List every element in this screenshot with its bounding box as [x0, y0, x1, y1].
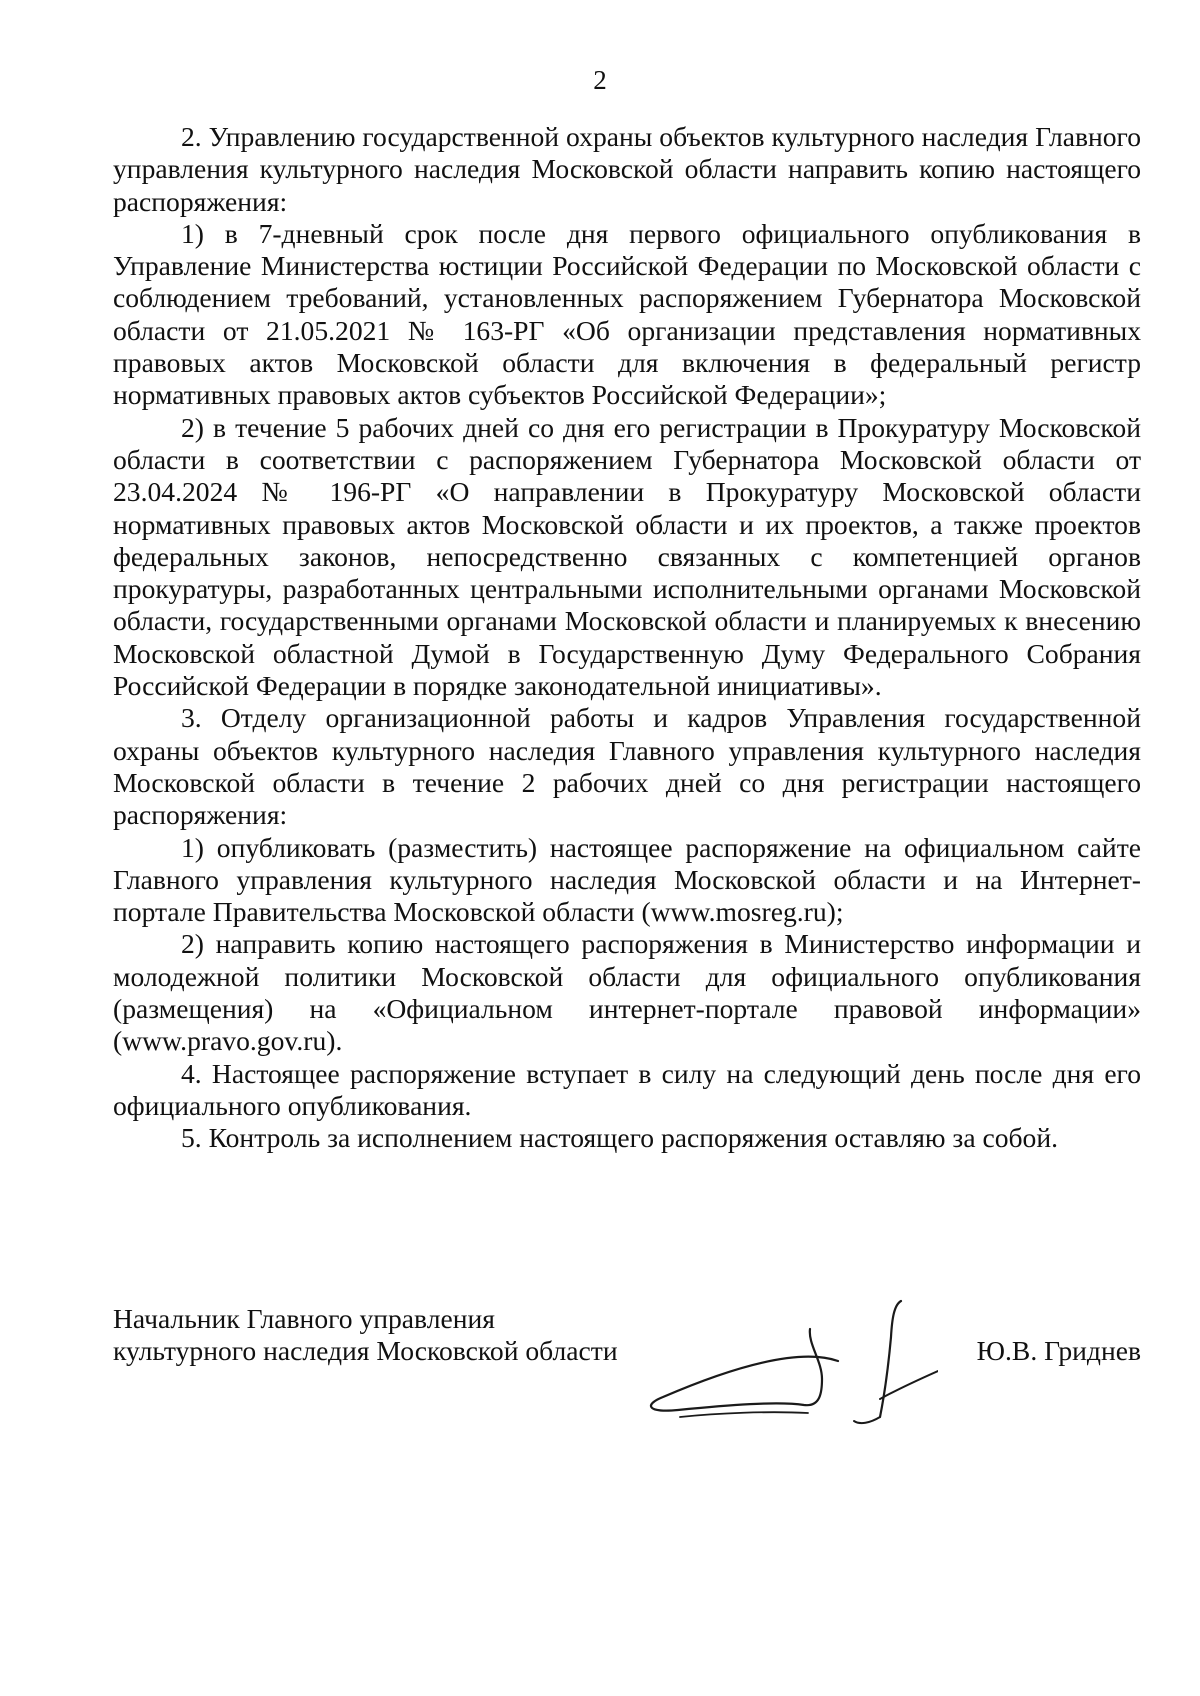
signer-position-line-2: культурного наследия Московской области	[113, 1335, 618, 1367]
signature-block	[113, 1303, 1141, 1423]
handwritten-signature	[608, 1289, 938, 1429]
paragraph-item-3: 3. Отделу организационной работы и кадров Управления государственной охраны объектов культурного наследия Главного управления культурного наследия Московской области в течение 2 рабочих дней со дня регистрации настоящего распоряжения:	[113, 702, 1141, 831]
paragraph-subitem-2-2: 2) в течение 5 рабочих дней со дня его регистрации в Прокуратуру Московской области в соответствии с распоряжением Губернатора Московской области от 23.04.2024 № 196-РГ «О направлении в Прокуратуру Московской области нормативных правовых актов Московской области и их проектов, а также проектов федеральных законов, непосредственно связанных с компетенцией органов прокуратуры, разработанных центральными исполнительными органами Московской области, государственными органами Московской области и планируемых к внесению Московской областной Думой в Государственную Думу Федерального Собрания Российской Федерации в порядке законодательной инициативы».	[113, 411, 1141, 702]
paragraph-subitem-2-1: 1) в 7-дневный срок после дня первого официального опубликования в Управление Министерства юстиции Российской Федерации по Московской области с соблюдением требований, установленных распоряжением Губернатора Московской области от 21.05.2021 № 163-РГ «Об организации представления нормативных правовых актов Московской области для включения в федеральный регистр нормативных правовых актов субъектов Российской Федерации»;	[113, 217, 1141, 411]
paragraph-subitem-3-1: 1) опубликовать (разместить) настоящее распоряжение на официальном сайте Главного управления культурного наследия Московской области и на Интернет-портале Правительства Московской области (www.mosreg.ru);	[113, 831, 1141, 928]
signer-position	[113, 1303, 673, 1368]
page-number: 2	[593, 65, 607, 95]
signer-position-line-1: Начальник Главного управления	[113, 1303, 495, 1334]
signer-name: Ю.В. Гриднев	[976, 1335, 1141, 1366]
paragraph-item-5: 5. Контроль за исполнением настоящего распоряжения оставляю за собой.	[181, 1122, 1059, 1154]
paragraph-item-4: 4. Настоящее распоряжение вступает в силу на следующий день после дня его официального опубликования.	[113, 1057, 1141, 1121]
document-body	[113, 121, 1141, 1155]
paragraph-item-2: 2. Управлению государственной охраны объектов культурного наследия Главного управления культурного наследия Московской области направить копию настоящего распоряжения:	[113, 121, 1141, 217]
paragraph-subitem-3-2: 2) направить копию настоящего распоряжения в Министерство информации и молодежной политики Московской области для официального опубликования (размещения) на «Официальном интернет-портале правовой информации» (www.pravo.gov.ru).	[113, 928, 1141, 1057]
